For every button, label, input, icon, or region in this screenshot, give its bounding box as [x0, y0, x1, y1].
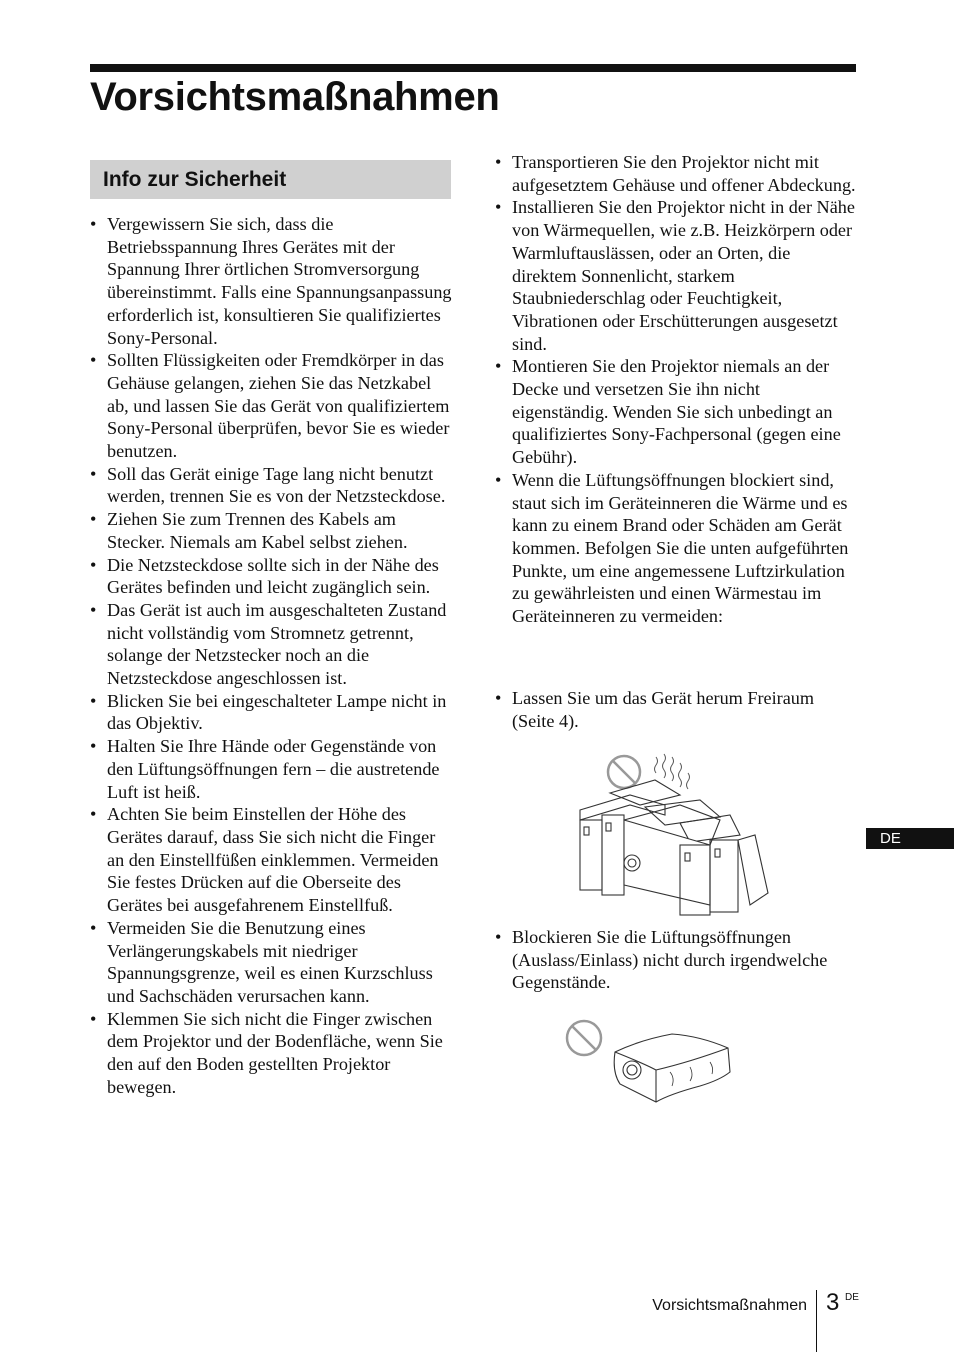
list-item: • Installieren Sie den Projektor nicht in der Nähe von Wärmequellen, wie z.B. Heizkörpern oder Warmluftauslässen, oder an Orten, die direktem Sonnenlicht, starkem Staubniederschlag oder Feuchtigkeit, Vibrationen oder Erschütterungen ausgesetzt sind. [495, 196, 857, 355]
boxes-group [580, 780, 768, 915]
title-rule [90, 64, 856, 72]
prohibition-icon [567, 1021, 601, 1055]
list-item: • Das Gerät ist auch im ausgeschalteten Zustand nicht vollständig vom Stromnetz getrennt, solange der Netzstecker noch an die Netzsteckdose angeschlossen ist. [90, 599, 452, 690]
list-item: • Wenn die Lüftungsöffnungen blockiert sind, staut sich im Geräteinneren die Wärme und es kann zu einem Brand oder Schäden am Gerät kommen. Befolgen Sie die unten aufgeführten Punkte, um eine angemessene Luftzirkulation zu gewährleisten und einen Wärmestau im Geräteinneren zu vermeiden: [495, 469, 857, 628]
list-item: • Transportieren Sie den Projektor nicht mit aufgesetztem Gehäuse und offener Abdeckung. [495, 151, 857, 196]
left-bullet-list [90, 213, 452, 1098]
list-item: • Ziehen Sie zum Trennen des Kabels am Stecker. Niemals am Kabel selbst ziehen. [90, 508, 452, 553]
list-item: • Soll das Gerät einige Tage lang nicht benutzt werden, trennen Sie es von der Netzsteckdose. [90, 463, 452, 508]
list-item: • Die Netzsteckdose sollte sich in der Nähe des Gerätes befinden und leicht zugänglich sein. [90, 554, 452, 599]
list-item: • Montieren Sie den Projektor niemals an der Decke und versetzen Sie ihn nicht eigenständig. Wenden Sie sich unbedingt an qualifiziertes Sony-Fachpersonal (gegen eine Gebühr). [495, 355, 857, 469]
section-heading: Info zur Sicherheit [90, 160, 451, 199]
page-number-suffix: DE [845, 1292, 859, 1303]
heat-waves-icon [655, 754, 690, 789]
right-sub-list-1 [495, 687, 857, 732]
list-item: • Vergewissern Sie sich, dass die Betriebsspannung Ihres Gerätes mit der Spannung Ihrer örtlichen Stromversorgung übereinstimmt. Falls eine Spannungsanpassung erforderlich ist, konsultieren Sie qualifiziertes Sony-Personal. [90, 213, 452, 349]
list-item: • Halten Sie Ihre Hände oder Gegenstände von den Lüftungsöffnungen fern – die austretende Luft ist heiß. [90, 735, 452, 803]
page-title: Vorsichtsmaßnahmen [90, 75, 500, 119]
list-item: • Achten Sie beim Einstellen der Höhe des Gerätes darauf, dass Sie sich nicht die Finger an den Einstellfüßen einklemmen. Vermeiden Sie festes Drücken auf die Oberseite des Gerätes bei ausgefahrenem Einstellfuß. [90, 803, 452, 917]
right-bullet-list [495, 151, 857, 628]
list-item: • Blicken Sie bei eingeschalteter Lampe nicht in das Objektiv. [90, 690, 452, 735]
list-item: • Sollten Flüssigkeiten oder Fremdkörper in das Gehäuse gelangen, ziehen Sie das Netzkabel ab, und lassen Sie das Gerät von qualifiziertem Sony-Personal überprüfen, bevor Sie es wieder benutzen. [90, 349, 452, 463]
covered-projector [614, 1034, 730, 1102]
projector-enclosed-illustration [570, 745, 775, 920]
projector-covered-illustration [560, 1012, 735, 1107]
language-tab: DE [866, 828, 954, 849]
list-item: • Blockieren Sie die Lüftungsöffnungen (Auslass/Einlass) nicht durch irgendwelche Gegenstände. [495, 926, 857, 994]
footer-divider [816, 1290, 817, 1352]
list-item: • Vermeiden Sie die Benutzung eines Verlängerungskabels mit niedriger Spannungsgrenze, weil es einen Kurzschluss und Sachschäden verursachen kann. [90, 917, 452, 1008]
footer-section-label: Vorsichtsmaßnahmen [652, 1297, 807, 1314]
right-sub-list-2 [495, 926, 857, 994]
page-number: 3 [826, 1289, 840, 1316]
prohibition-icon [608, 756, 640, 788]
list-item: • Klemmen Sie sich nicht die Finger zwischen dem Projektor und der Bodenfläche, wenn Sie den auf den Boden gestellten Projektor bewegen. [90, 1008, 452, 1099]
list-item: • Lassen Sie um das Gerät herum Freiraum (Seite 4). [495, 687, 857, 732]
